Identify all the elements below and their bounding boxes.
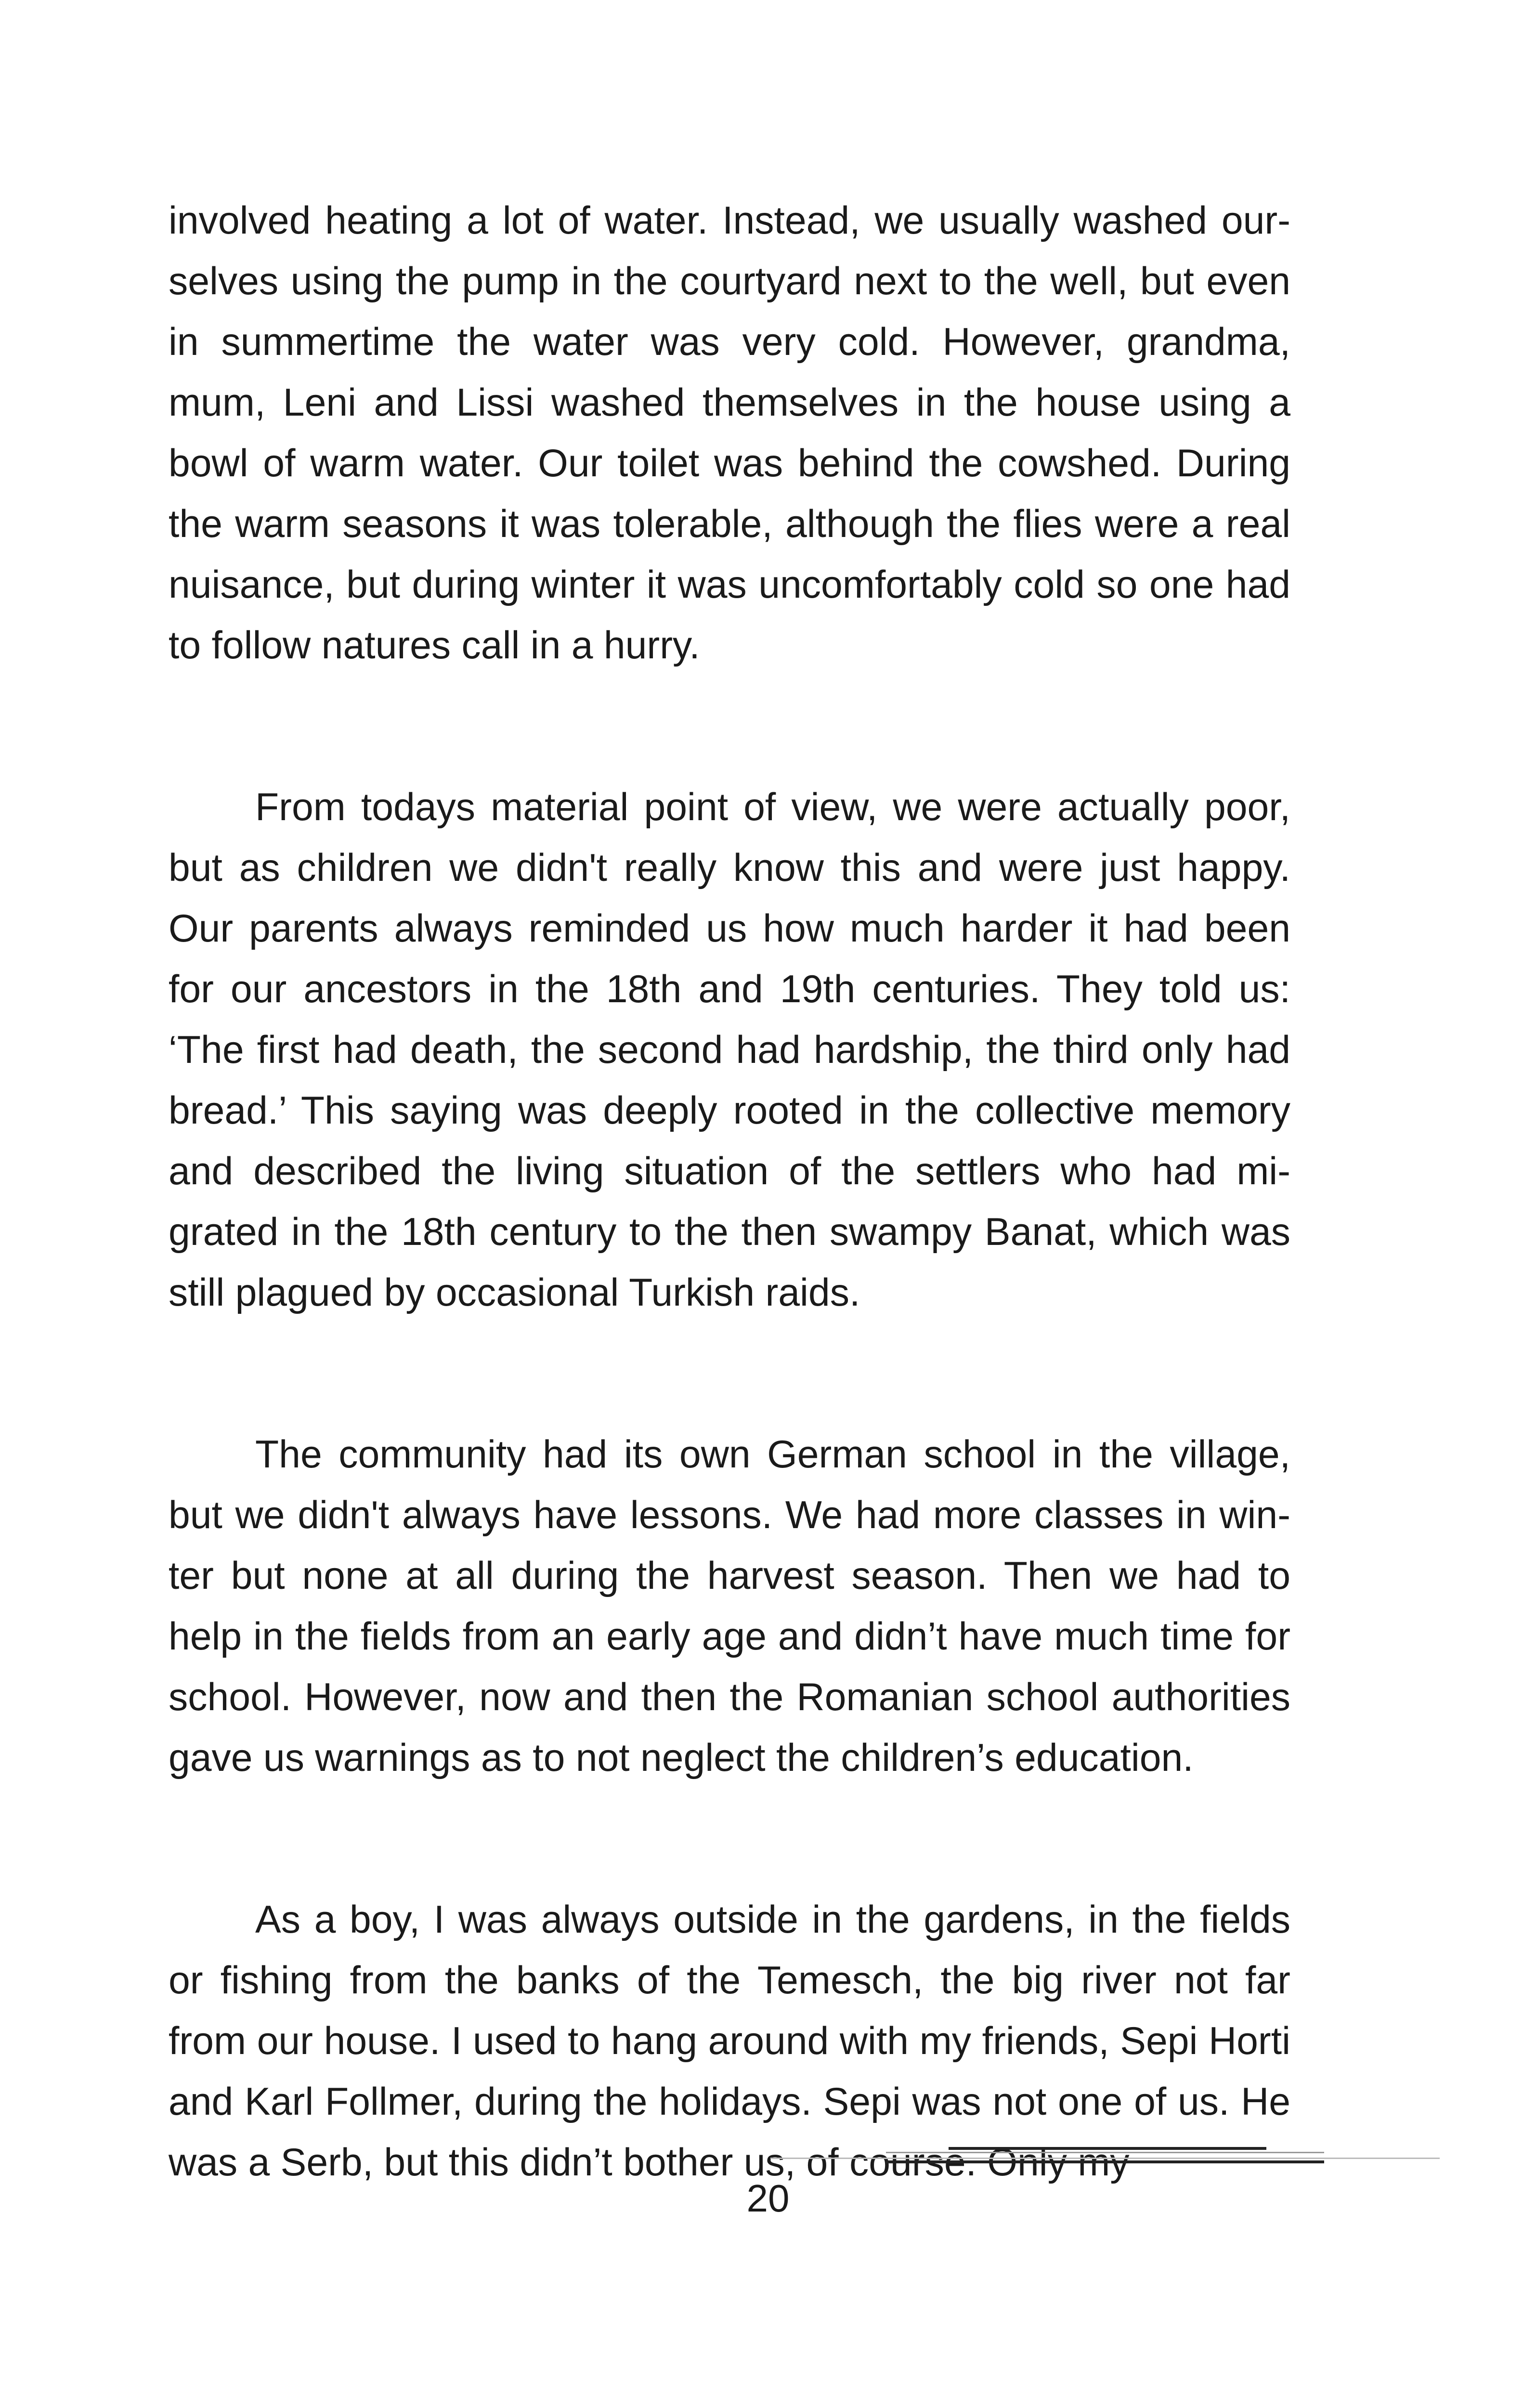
paragraph-1: involved heating a lot of water. Instead, we usually washed ourselves using the pump in the courtyard next to the well, but even in summertime the water was very cold. However, grandma, mum, Leni and Lissi washed themselves in the house using a bowl of warm water. Our toilet was behind the cowshed. During the warm seasons it was tolerable, although the flies were a real nuisance, but during winter it was uncomfortably cold so one had to follow natures call in a hurry.: [169, 199, 1290, 667]
page-number: 20: [746, 2177, 790, 2220]
paragraph-3: The community had its own German school in the village, but we didn't always have lessons. We had more classes in winter but none at all during the harvest season. Then we had to help in the fields from an early age and didn’t have much time for school. However, now and then the Romanian school authorities gave us warnings as to not neglect the children’s education.: [169, 1433, 1290, 1780]
footer-rule-3: [770, 2158, 1440, 2159]
paragraph-2: From todays material point of view, we were actually poor, but as children we didn't really know this and were just happy. Our parents always reminded us how much harder it had been for our ancestors in the 18th and 19th centuries. They told us: ‘The first had death, the second had hardship, the third only had bread.’ This saying was deeply rooted in the collective memory and described the living situation of the settlers who had migrated in the 18th century to the then swampy Banat, which was still plagued by occasional Turkish raids.: [169, 785, 1290, 1314]
footer-rule-4: [886, 2160, 1324, 2163]
footer-rule-1: [949, 2147, 1266, 2150]
paragraph-4: As a boy, I was always outside in the gardens, in the fields or fishing from the banks of the Temesch, the big river not far from our house. I used to hang around with my friends, Sepi Horti and Karl Follmer, during the holidays. Sepi was not one of us. He was a Serb, but this didn’t bother us, of course. Only my: [169, 1898, 1290, 2184]
body-text: [169, 190, 1290, 2193]
footer-rule-2: [886, 2152, 1324, 2153]
